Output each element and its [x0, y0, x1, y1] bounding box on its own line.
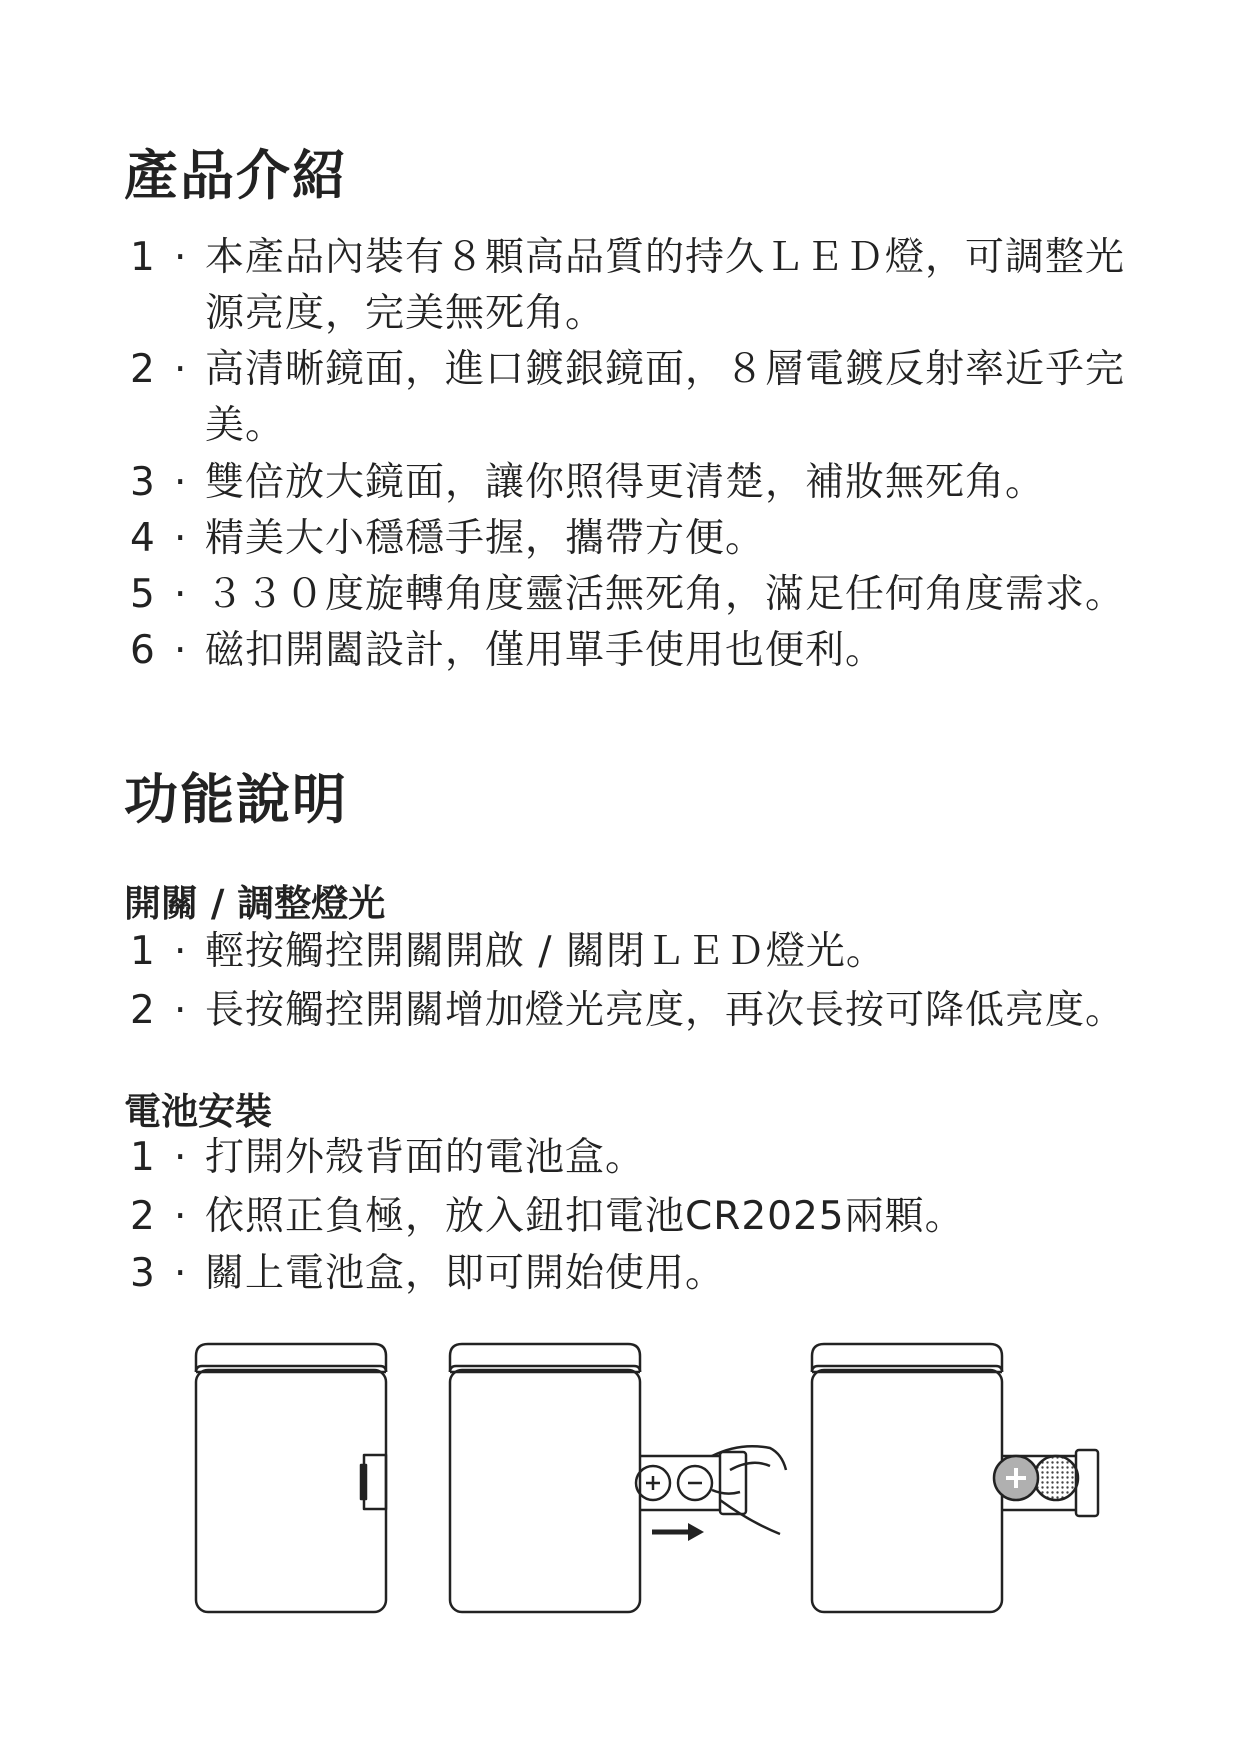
- item-number: 5: [130, 572, 155, 617]
- item-text: 雙倍放大鏡面，讓你照得更清楚，補妝無死角。: [205, 460, 1046, 505]
- features-title: 功能說明: [124, 768, 348, 831]
- item-number: 3: [130, 1251, 155, 1296]
- mirror-closed-icon: [196, 1344, 386, 1612]
- item-text: 關上電池盒，即可開始使用。: [205, 1251, 726, 1296]
- list-item: 1 · 本產品內裝有８顆高品質的持久ＬＥＤ燈，可調整光源亮度，完美無死角。: [130, 230, 1140, 342]
- item-number: 2: [130, 988, 155, 1033]
- list-item: 4 · 精美大小穩穩手握，攜帶方便。: [130, 511, 1140, 567]
- list-item: 2 · 依照正負極，放入鈕扣電池CR2025兩顆。: [130, 1189, 1140, 1245]
- arrow-right-icon: [652, 1523, 704, 1541]
- item-number: 4: [130, 516, 155, 561]
- switch-section-title: 開關 / 調整燈光: [124, 882, 386, 925]
- intro-title: 產品介紹: [124, 144, 348, 207]
- item-number: 1: [130, 235, 155, 280]
- item-text: ３３０度旋轉角度靈活無死角，滿足任何角度需求。: [205, 572, 1126, 617]
- battery-tray-open-icon: [450, 1344, 786, 1612]
- item-text: 磁扣開闔設計，僅用單手使用也便利。: [205, 628, 886, 673]
- list-item: 6 · 磁扣開闔設計，僅用單手使用也便利。: [130, 623, 1140, 679]
- item-text: 輕按觸控開關開啟 / 關閉ＬＥＤ燈光。: [205, 929, 886, 974]
- list-item: 2 · 長按觸控開關增加燈光亮度，再次長按可降低亮度。: [130, 983, 1140, 1039]
- item-text: 依照正負極，放入鈕扣電池CR2025兩顆。: [205, 1194, 965, 1239]
- item-number: 2: [130, 1194, 155, 1239]
- list-item: 2 · 高清晰鏡面，進口鍍銀鏡面，８層電鍍反射率近乎完美。: [130, 342, 1140, 454]
- item-number: 1: [130, 929, 155, 974]
- list-item: 1 · 打開外殼背面的電池盒。: [130, 1130, 1140, 1186]
- item-number: 3: [130, 460, 155, 505]
- battery-section-title: 電池安裝: [124, 1090, 272, 1133]
- item-text: 長按觸控開關增加燈光亮度，再次長按可降低亮度。: [205, 988, 1126, 1033]
- battery-tray-inserted-icon: [812, 1344, 1098, 1612]
- item-text: 本產品內裝有８顆高品質的持久ＬＥＤ燈，可調整光源亮度，完美無死角。: [205, 235, 1126, 336]
- battery-installation-illustration: [0, 1320, 1241, 1620]
- item-text: 高清晰鏡面，進口鍍銀鏡面，８層電鍍反射率近乎完美。: [205, 347, 1126, 448]
- item-text: 打開外殼背面的電池盒。: [205, 1135, 646, 1180]
- list-item: 1 · 輕按觸控開關開啟 / 關閉ＬＥＤ燈光。: [130, 924, 1140, 980]
- list-item: 3 · 雙倍放大鏡面，讓你照得更清楚，補妝無死角。: [130, 455, 1140, 511]
- list-item: 3 · 關上電池盒，即可開始使用。: [130, 1246, 1140, 1302]
- item-number: 2: [130, 347, 155, 392]
- item-number: 6: [130, 628, 155, 673]
- list-item: 5 · ３３０度旋轉角度靈活無死角，滿足任何角度需求。: [130, 567, 1140, 623]
- item-number: 1: [130, 1135, 155, 1180]
- item-text: 精美大小穩穩手握，攜帶方便。: [205, 516, 766, 561]
